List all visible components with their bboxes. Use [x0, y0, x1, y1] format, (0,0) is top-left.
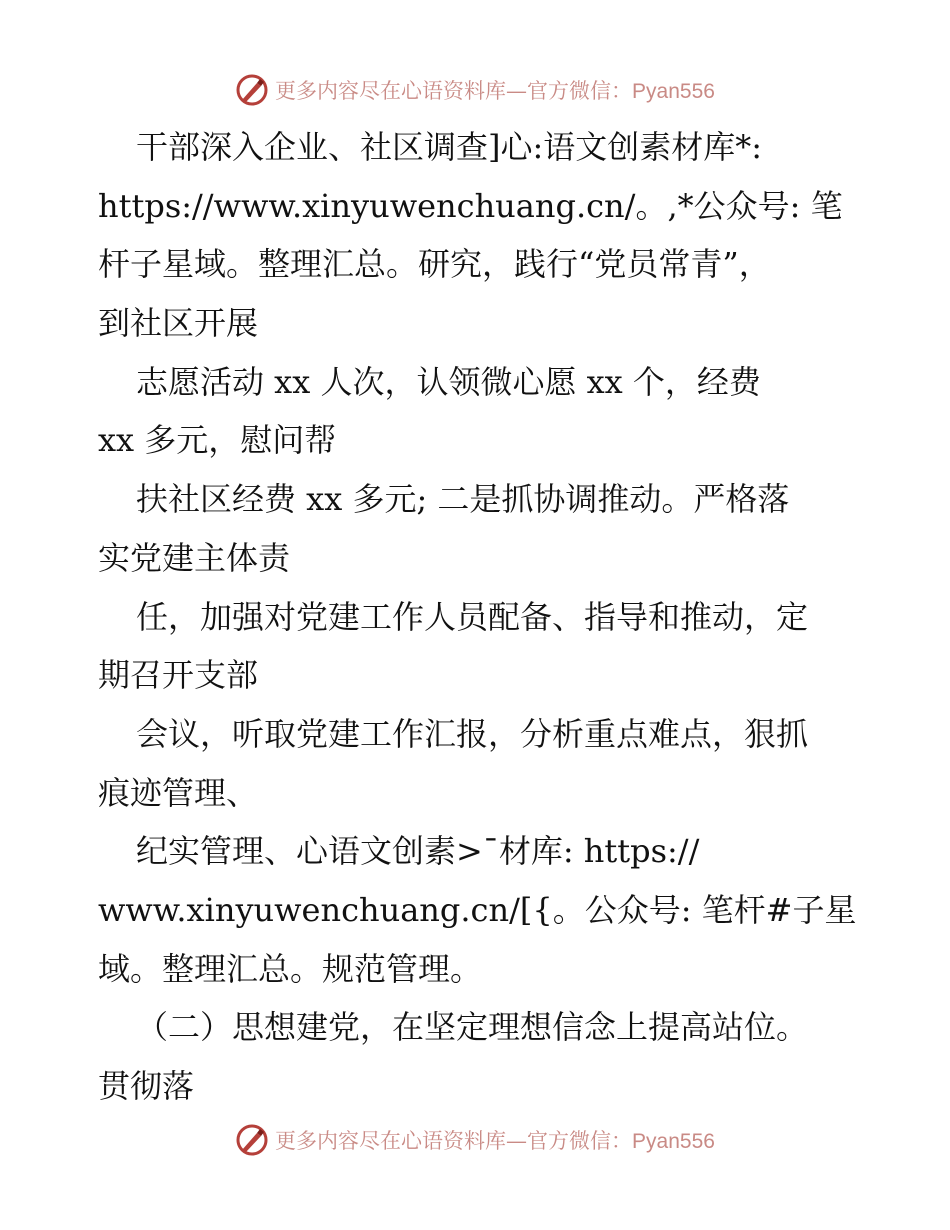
- section-heading-line: （二）思想建党，在坚定理想信念上提高站位。: [136, 1008, 809, 1047]
- body-line: 任，加强对党建工作人员配备、指导和推动，定: [136, 597, 809, 636]
- body-line: 贯彻落: [98, 1067, 195, 1105]
- body-line: 志愿活动 xx 人次，认领微心愿 xx 个，经费: [136, 362, 761, 401]
- body-line: 痕迹管理、: [98, 773, 259, 812]
- body-line: 杆子星域。整理汇总。研究，践行“党员常青”，: [98, 245, 771, 284]
- body-line: 实党建主体责: [98, 538, 291, 577]
- body-line: 域。整理汇总。规范管理。: [98, 949, 483, 988]
- header-watermark-cn: 更多内容尽在心语资料库—官方微信：: [275, 79, 633, 103]
- body-line: www.xinyuwenchuang.cn/[{。公众号: 笔杆#子星: [98, 890, 857, 929]
- footer-watermark-cn: 更多内容尽在心语资料库—官方微信：: [275, 1129, 633, 1153]
- body-line: https://www.xinyuwenchuang.cn/。,*公众号: 笔: [98, 186, 843, 225]
- body-line: 扶社区经费 xx 多元; 二是抓协调推动。严格落: [136, 480, 790, 519]
- body-line: 会议，听取党建工作汇报，分析重点难点，狠抓: [136, 714, 809, 753]
- body-line: 干部深入企业、社区调查]心:语文创素材库*:: [136, 128, 763, 166]
- footer-watermark-banner: [0, 1120, 950, 1160]
- pen-circle-logo-icon: [235, 73, 269, 107]
- body-line: 纪实管理、心语文创素>¯材库: https://: [136, 832, 700, 871]
- header-watermark-id: Pyan556: [632, 80, 715, 103]
- header-watermark-text: [275, 75, 715, 105]
- body-line: 到社区开展: [98, 304, 259, 343]
- body-line: 期召开支部: [98, 656, 259, 695]
- body-line: xx 多元，慰问帮: [98, 421, 337, 460]
- footer-watermark-id: Pyan556: [632, 1130, 715, 1153]
- footer-watermark-text: [275, 1125, 715, 1155]
- header-watermark-banner: [0, 70, 950, 110]
- pen-circle-logo-icon: [235, 1123, 269, 1157]
- document-body: [98, 118, 858, 1116]
